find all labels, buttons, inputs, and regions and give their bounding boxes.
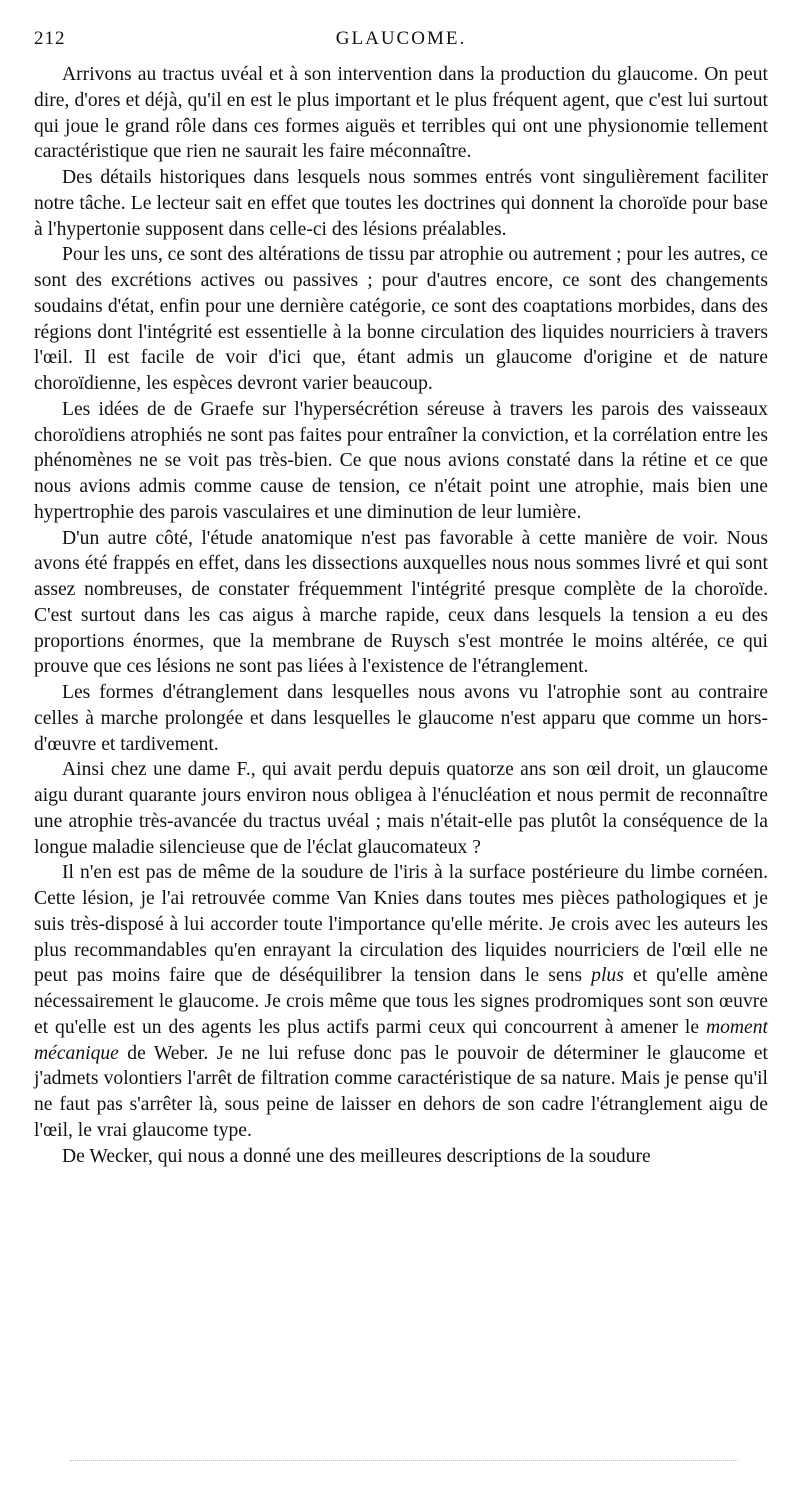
- body-text: [34, 62, 768, 1169]
- book-page: [34, 28, 768, 1169]
- paragraph: Pour les uns, ce sont des altérations de tissu par atrophie ou autrement ; pour les autres, ce sont des excrétions actives ou passives ; pour d'autres encore, ce sont des changements soudains d'état, enfin pour une dernière catégorie, ce sont des coaptations morbides, dans des régions dont l'intégrité est essentielle à la bonne circulation des liquides nourriciers à travers l'œil. Il est facile de voir d'ici que, étant admis un glaucome d'origine et de nature choroïdienne, les espèces devront varier beaucoup.: [34, 244, 768, 394]
- paragraph: Les formes d'étranglement dans lesquelles nous avons vu l'atrophie sont au contraire celles à marche prolongée et dans lesquelles le glaucome n'est apparu que comme un hors-d'œuvre et tardivement.: [34, 682, 768, 755]
- paragraph-text: de Weber. Je ne lui refuse donc pas le pouvoir de déterminer le glaucome et j'admets volontiers l'arrêt de filtration comme caractéristique de sa nature. Mais je pense qu'il ne faut pas s'arrêter là, sous peine de laisser en dehors de son cadre l'étranglement aigu de l'œil, le vrai glaucome type.: [34, 1042, 768, 1141]
- paragraph-text: et qu'elle amène nécessairement le glaucome. Je crois même que tous les signes prodromiques sont son œuvre et qu'elle est un des agents les plus actifs parmi ceux qui concourrent à amener le: [34, 965, 768, 1038]
- paragraph: Des détails historiques dans lesquels nous sommes entrés vont singulièrement faciliter notre tâche. Le lecteur sait en effet que toutes les doctrines qui donnent la choroïde pour base à l'hypertonie supposent dans celle-ci des lésions préalables.: [34, 167, 768, 240]
- italic-term: moment mécanique: [34, 1016, 768, 1064]
- running-head: [34, 28, 768, 58]
- page-number: 212: [34, 28, 66, 49]
- footer-rule: [70, 1460, 738, 1461]
- paragraph-text: Il n'en est pas de même de la soudure de l'iris à la surface postérieure du limbe cornéen. Cette lésion, je l'ai retrouvée comme Van Knies dans toutes mes pièces pathologiques et je suis très-disposé à lui accorder toute l'importance qu'elle mérite. Je crois avec les auteurs les plus recommandables qu'en enrayant la circulation des liquides nourriciers de l'œil elle ne peut pas moins faire que de déséquilibrer la tension dans le sens: [34, 862, 768, 987]
- italic-term: plus: [591, 965, 624, 987]
- paragraph: Ainsi chez une dame F., qui avait perdu depuis quatorze ans son œil droit, un glaucome aigu durant quarante jours environ nous obligea à l'énucléation et nous permit de reconnaître une atrophie très-avancée du tractus uvéal ; mais n'était-elle pas plutôt la conséquence de la longue maladie silencieuse que de l'éclat glaucomateux ?: [34, 759, 768, 858]
- running-title: GLAUCOME.: [335, 28, 467, 49]
- paragraph: D'un autre côté, l'étude anatomique n'est pas favorable à cette manière de voir. Nous avons été frappés en effet, dans les dissections auxquelles nous nous sommes livré et qui sont assez nombreuses, de constater fréquemment l'intégrité presque complète de la choroïde. C'est surtout dans les cas aigus à marche rapide, ceux dans lesquels la tension a eu des proportions énormes, que la membrane de Ruysch s'est montrée le moins altérée, ce qui prouve que ces lésions ne sont pas liées à l'existence de l'étranglement.: [34, 527, 768, 678]
- paragraph: Arrivons au tractus uvéal et à son intervention dans la production du glaucome. On peut dire, d'ores et déjà, qu'il en est le plus important et le plus fréquent agent, que c'est lui surtout qui joue le grand rôle dans ces formes aiguës et terribles qui ont une physionomie tellement caractéristique que rien ne saurait les faire méconnaître.: [34, 64, 768, 163]
- paragraph: [34, 860, 768, 1143]
- paragraph: Les idées de de Graefe sur l'hypersécrétion séreuse à travers les parois des vaisseaux choroïdiens atrophiés ne sont pas faites pour entraîner la conviction, et la corrélation entre les phénomènes ne se voit pas très-bien. Ce que nous avions constaté dans la rétine et ce que nous avions admis comme cause de tension, ce n'était point une atrophie, mais bien une hypertrophie des parois vasculaires et une diminution de leur lumière.: [34, 398, 768, 523]
- paragraph: De Wecker, qui nous a donné une des meilleures descriptions de la soudure: [62, 1145, 651, 1167]
